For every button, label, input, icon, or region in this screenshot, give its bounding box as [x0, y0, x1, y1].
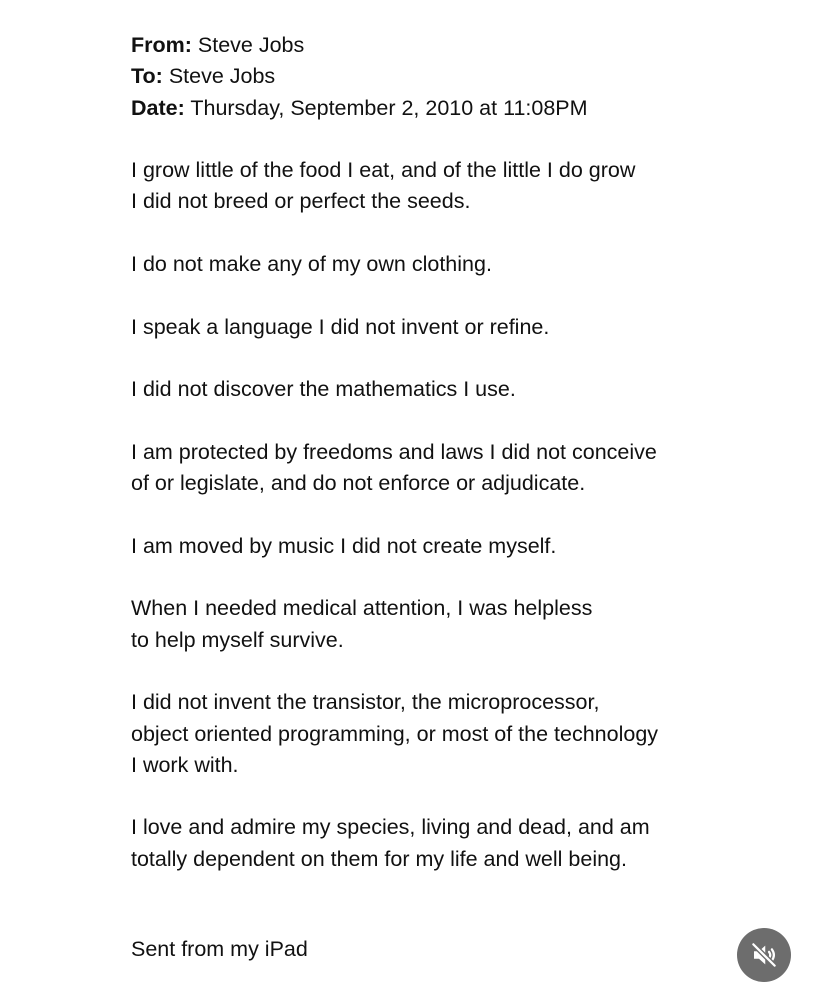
date-value: Thursday, September 2, 2010 at 11:08PM	[184, 95, 588, 120]
text-line: of or legislate, and do not enforce or adjudicate.	[131, 471, 586, 496]
text-line: I work with.	[131, 752, 239, 777]
to-label: To:	[131, 64, 163, 89]
text-line: I did not breed or perfect the seeds.	[131, 189, 471, 214]
text-line: When I needed medical attention, I was helpless	[131, 596, 593, 621]
paragraph-clothing	[131, 249, 771, 280]
text-line: I did not invent the transistor, the microprocessor,	[131, 690, 600, 715]
paragraph-mathematics	[131, 374, 771, 405]
paragraph-technology	[131, 687, 771, 781]
paragraph-species	[131, 812, 771, 875]
from-row	[131, 30, 771, 61]
text-line: I speak a language I did not invent or refine.	[131, 314, 550, 339]
email-headers	[131, 30, 771, 124]
paragraph-medical	[131, 593, 771, 656]
speaker-muted-icon	[749, 940, 779, 970]
paragraph-language	[131, 312, 771, 343]
date-label: Date:	[131, 95, 185, 120]
text-line: object oriented programming, or most of the technology	[131, 721, 659, 746]
from-label: From:	[131, 33, 192, 57]
email-body	[131, 30, 771, 906]
email-signature: Sent from my iPad	[131, 937, 308, 961]
date-row	[131, 93, 771, 124]
text-line: I do not make any of my own clothing.	[131, 252, 492, 277]
paragraph-music	[131, 531, 771, 562]
from-value: Steve Jobs	[191, 33, 305, 57]
mute-toggle-button[interactable]	[737, 928, 791, 982]
paragraph-food	[131, 155, 771, 218]
text-line: I love and admire my species, living and dead, and am	[131, 815, 650, 840]
paragraph-freedoms	[131, 437, 771, 500]
to-row	[131, 61, 771, 92]
text-line: I am moved by music I did not create myself.	[131, 533, 557, 558]
text-line: totally dependent on them for my life and well being.	[131, 846, 627, 871]
text-line: I did not discover the mathematics I use.	[131, 377, 516, 402]
text-line: to help myself survive.	[131, 627, 344, 652]
text-line: I am protected by freedoms and laws I did not conceive	[131, 439, 657, 464]
to-value: Steve Jobs	[162, 64, 276, 89]
text-line: I grow little of the food I eat, and of the little I do grow	[131, 158, 636, 183]
